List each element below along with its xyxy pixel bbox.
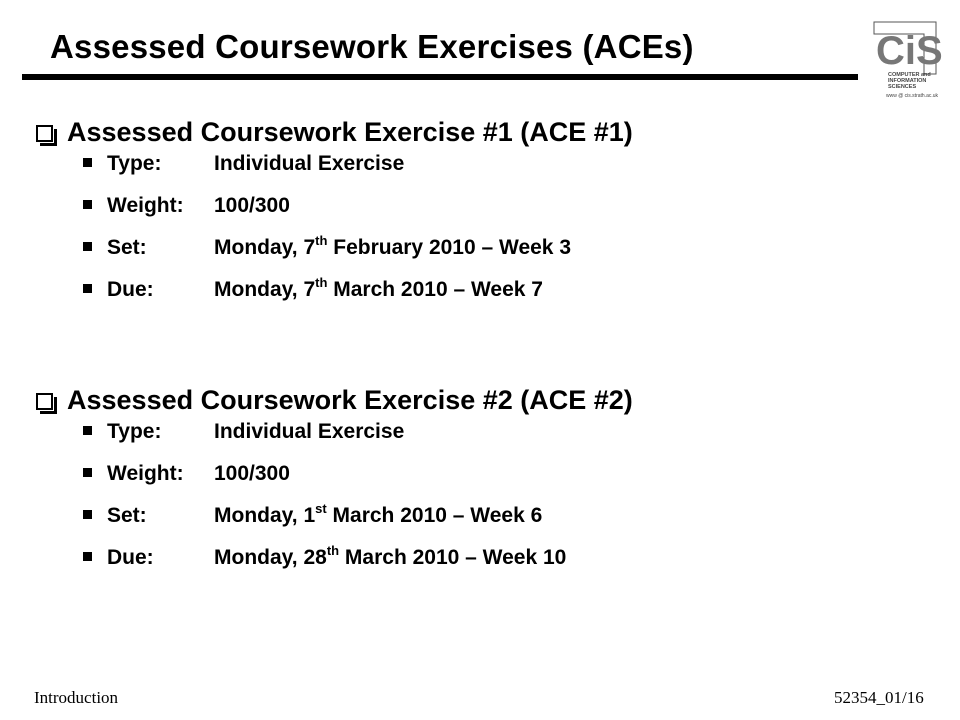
logo-subtitle-3: SCIENCES: [888, 84, 917, 90]
item-label: Type:: [107, 152, 162, 175]
list-item-due: [83, 275, 633, 320]
square-bullet-icon: [83, 158, 92, 167]
list-item-due: [83, 543, 633, 588]
square-bullet-icon: [83, 552, 92, 561]
section-ace-2: [36, 380, 633, 588]
checkbox-bullet-icon: [36, 125, 53, 142]
square-bullet-icon: [83, 426, 92, 435]
item-value: 100/300: [214, 194, 290, 217]
footer-page-id: 52354_01/16: [834, 688, 924, 707]
section-heading: [36, 112, 633, 152]
checkbox-bullet-icon: [36, 393, 53, 410]
date-rest: March 2010 – Week 6: [326, 504, 543, 527]
square-bullet-icon: [83, 200, 92, 209]
logo-subtitle-1: COMPUTER and: [888, 72, 931, 78]
section-ace-1: [36, 112, 633, 320]
list-item-set: [83, 501, 633, 546]
cis-logo-icon: [866, 14, 946, 104]
square-bullet-icon: [83, 284, 92, 293]
list-item-weight: [83, 194, 633, 236]
list-item-set: [83, 233, 633, 278]
date-prefix: Monday, 7: [214, 278, 316, 301]
item-label: Set:: [107, 504, 147, 527]
date-prefix: Monday, 7: [214, 236, 316, 259]
date-rest: February 2010 – Week 3: [327, 236, 571, 259]
date-prefix: Monday, 28: [214, 546, 327, 569]
date-prefix: Monday, 1: [214, 504, 316, 527]
date-suffix: th: [326, 543, 340, 558]
date-suffix: th: [315, 275, 328, 290]
item-value: [214, 233, 571, 260]
cis-logo-graphic: [866, 14, 946, 104]
date-rest: March 2010 – Week 10: [339, 546, 567, 569]
item-value: Individual Exercise: [214, 152, 405, 175]
list-item-type: [83, 152, 633, 194]
square-bullet-icon: [83, 510, 92, 519]
square-bullet-icon: [83, 468, 92, 477]
title-underline: [22, 74, 858, 80]
square-bullet-icon: [83, 242, 92, 251]
item-label: Due:: [107, 546, 154, 569]
list-item-weight: [83, 462, 633, 504]
date-suffix: st: [315, 501, 327, 516]
logo-url: www @ cis.strath.ac.uk: [886, 93, 939, 99]
logo-subtitle-2: INFORMATION: [888, 78, 927, 84]
item-label: Weight:: [107, 194, 184, 217]
item-value: Individual Exercise: [214, 420, 405, 443]
item-list: [83, 420, 633, 588]
item-label: Set:: [107, 236, 147, 259]
slide-title: Assessed Coursework Exercises (ACEs): [50, 28, 694, 65]
item-label: Type:: [107, 420, 162, 443]
item-label: Weight:: [107, 462, 184, 485]
logo-text: CiS: [876, 29, 943, 73]
item-value: [214, 501, 543, 528]
list-item-type: [83, 420, 633, 462]
date-suffix: th: [315, 233, 328, 248]
section-title: Assessed Coursework Exercise #1 (ACE #1): [67, 116, 633, 147]
date-rest: March 2010 – Week 7: [327, 278, 543, 301]
section-title: Assessed Coursework Exercise #2 (ACE #2): [67, 384, 633, 415]
section-heading: [36, 380, 633, 420]
item-label: Due:: [107, 278, 154, 301]
footer-section-name: Introduction: [34, 688, 119, 707]
item-list: [83, 152, 633, 320]
item-value: [214, 275, 543, 302]
item-value: [214, 543, 567, 570]
item-value: 100/300: [214, 462, 290, 485]
